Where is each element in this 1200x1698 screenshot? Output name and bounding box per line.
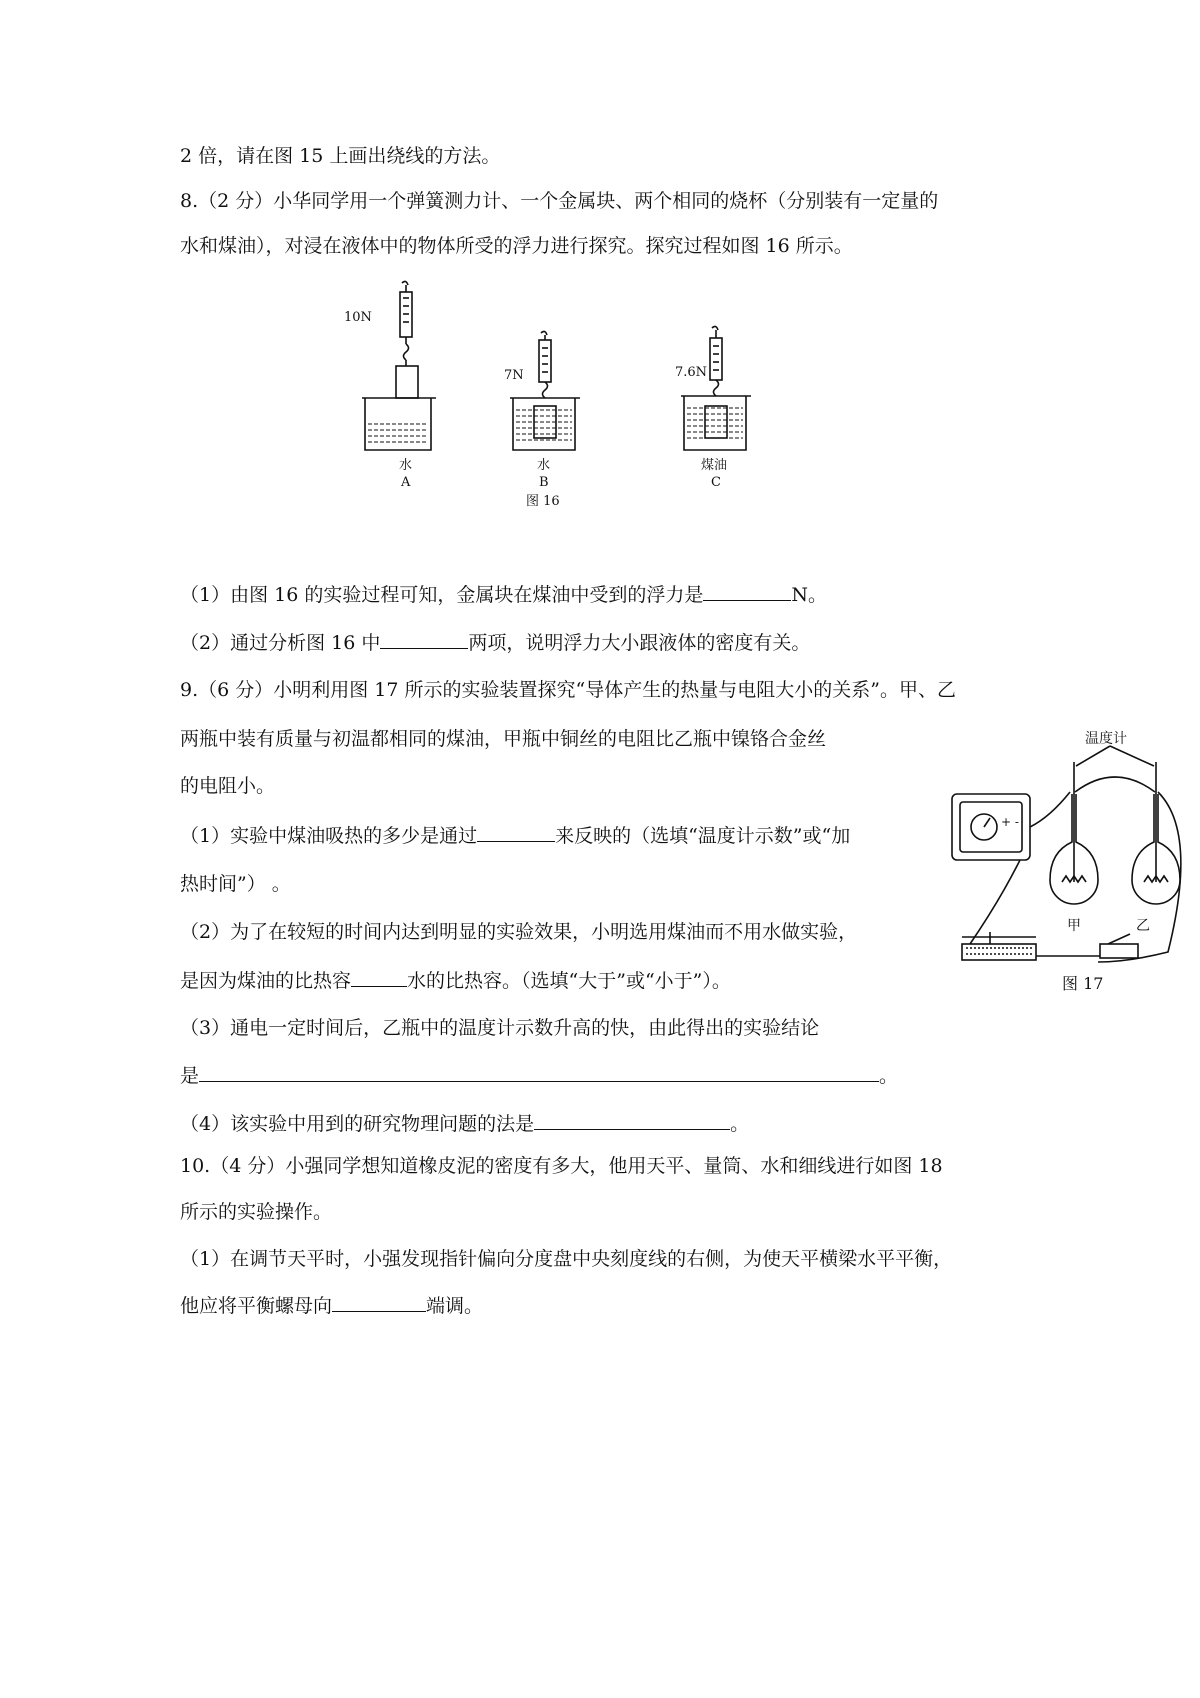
label-c-liquid: 煤油	[701, 458, 728, 473]
label-a-letter: A	[401, 475, 411, 490]
text-line: 水和煤油），对浸在液体中的物体所受的浮力进行探究。探究过程如图 16 所示。	[180, 235, 853, 257]
figure-16	[344, 278, 790, 548]
question-9-part-2: （2）为了在较短的时间内达到明显的实验效果，小明选用煤油而不用水做实验，	[180, 921, 858, 943]
label-c-letter: C	[711, 475, 721, 490]
text-line: 是因为煤油的比热容 水的比热容。（选填“大于”或“小于”）。	[180, 970, 731, 992]
svg-text:+ -: + -	[1001, 815, 1019, 829]
question-8-part-1: （1）由图 16 的实验过程可知，金属块在煤油中受到的浮力是 N。	[180, 584, 827, 606]
text-line: 所示的实验操作。	[180, 1201, 333, 1223]
text-line: 是 。	[180, 1065, 899, 1087]
answer-blank[interactable]	[351, 968, 407, 987]
reading-b: 7N	[504, 368, 524, 383]
text-line: 他应将平衡螺母向 端调。	[180, 1295, 484, 1317]
answer-blank[interactable]	[534, 1111, 730, 1130]
question-9-part-1: （1）实验中煤油吸热的多少是通过 来反映的（选填“温度计示数”或“加	[180, 825, 851, 847]
label-b-letter: B	[539, 475, 549, 490]
reading-c: 7.6N	[675, 365, 708, 380]
answer-blank[interactable]	[380, 630, 468, 649]
label-b-liquid: 水	[537, 458, 551, 473]
text-line: 热时间”） 。	[180, 873, 291, 895]
figure-17	[950, 732, 1188, 1002]
answer-blank[interactable]	[703, 582, 791, 601]
bottle-a-label: 甲	[1067, 918, 1081, 934]
answer-blank[interactable]	[199, 1063, 879, 1082]
reading-a: 10N	[344, 310, 372, 325]
question-10-stem: 10.（4 分）小强同学想知道橡皮泥的密度有多大，他用天平、量筒、水和细线进行如图 18	[180, 1155, 943, 1177]
question-8-part-2: （2）通过分析图 16 中 两项，说明浮力大小跟液体的密度有关。	[180, 632, 811, 654]
question-10-part-1: （1）在调节天平时，小强发现指针偏向分度盘中央刻度线的右侧，为使天平横梁水平平衡，	[180, 1248, 953, 1270]
text-line: 两瓶中装有质量与初温都相同的煤油，甲瓶中铜丝的电阻比乙瓶中镍铬合金丝	[180, 728, 827, 750]
question-9-part-4: （4）该实验中用到的研究物理问题的法是 。	[180, 1113, 750, 1135]
text-line: 2 倍，请在图 15 上画出绕线的方法。	[180, 145, 501, 167]
label-a-liquid: 水	[399, 458, 413, 473]
answer-blank[interactable]	[332, 1293, 426, 1312]
question-9-part-3: （3）通电一定时间后，乙瓶中的温度计示数升高的快，由此得出的实验结论	[180, 1017, 820, 1039]
figure-17-caption: 图 17	[1062, 974, 1104, 993]
figure-16-caption: 图 16	[526, 494, 560, 509]
text-line: 的电阻小。	[180, 775, 276, 797]
thermometer-label: 温度计	[1085, 731, 1127, 747]
question-9-stem: 9.（6 分）小明利用图 17 所示的实验装置探究“导体产生的热量与电阻大小的关系”。甲、乙	[180, 679, 956, 701]
bottle-b-label: 乙	[1136, 918, 1150, 934]
answer-blank[interactable]	[477, 823, 555, 842]
question-8-stem: 8.（2 分）小华同学用一个弹簧测力计、一个金属块、两个相同的烧杯（分别装有一定量的	[180, 190, 939, 212]
